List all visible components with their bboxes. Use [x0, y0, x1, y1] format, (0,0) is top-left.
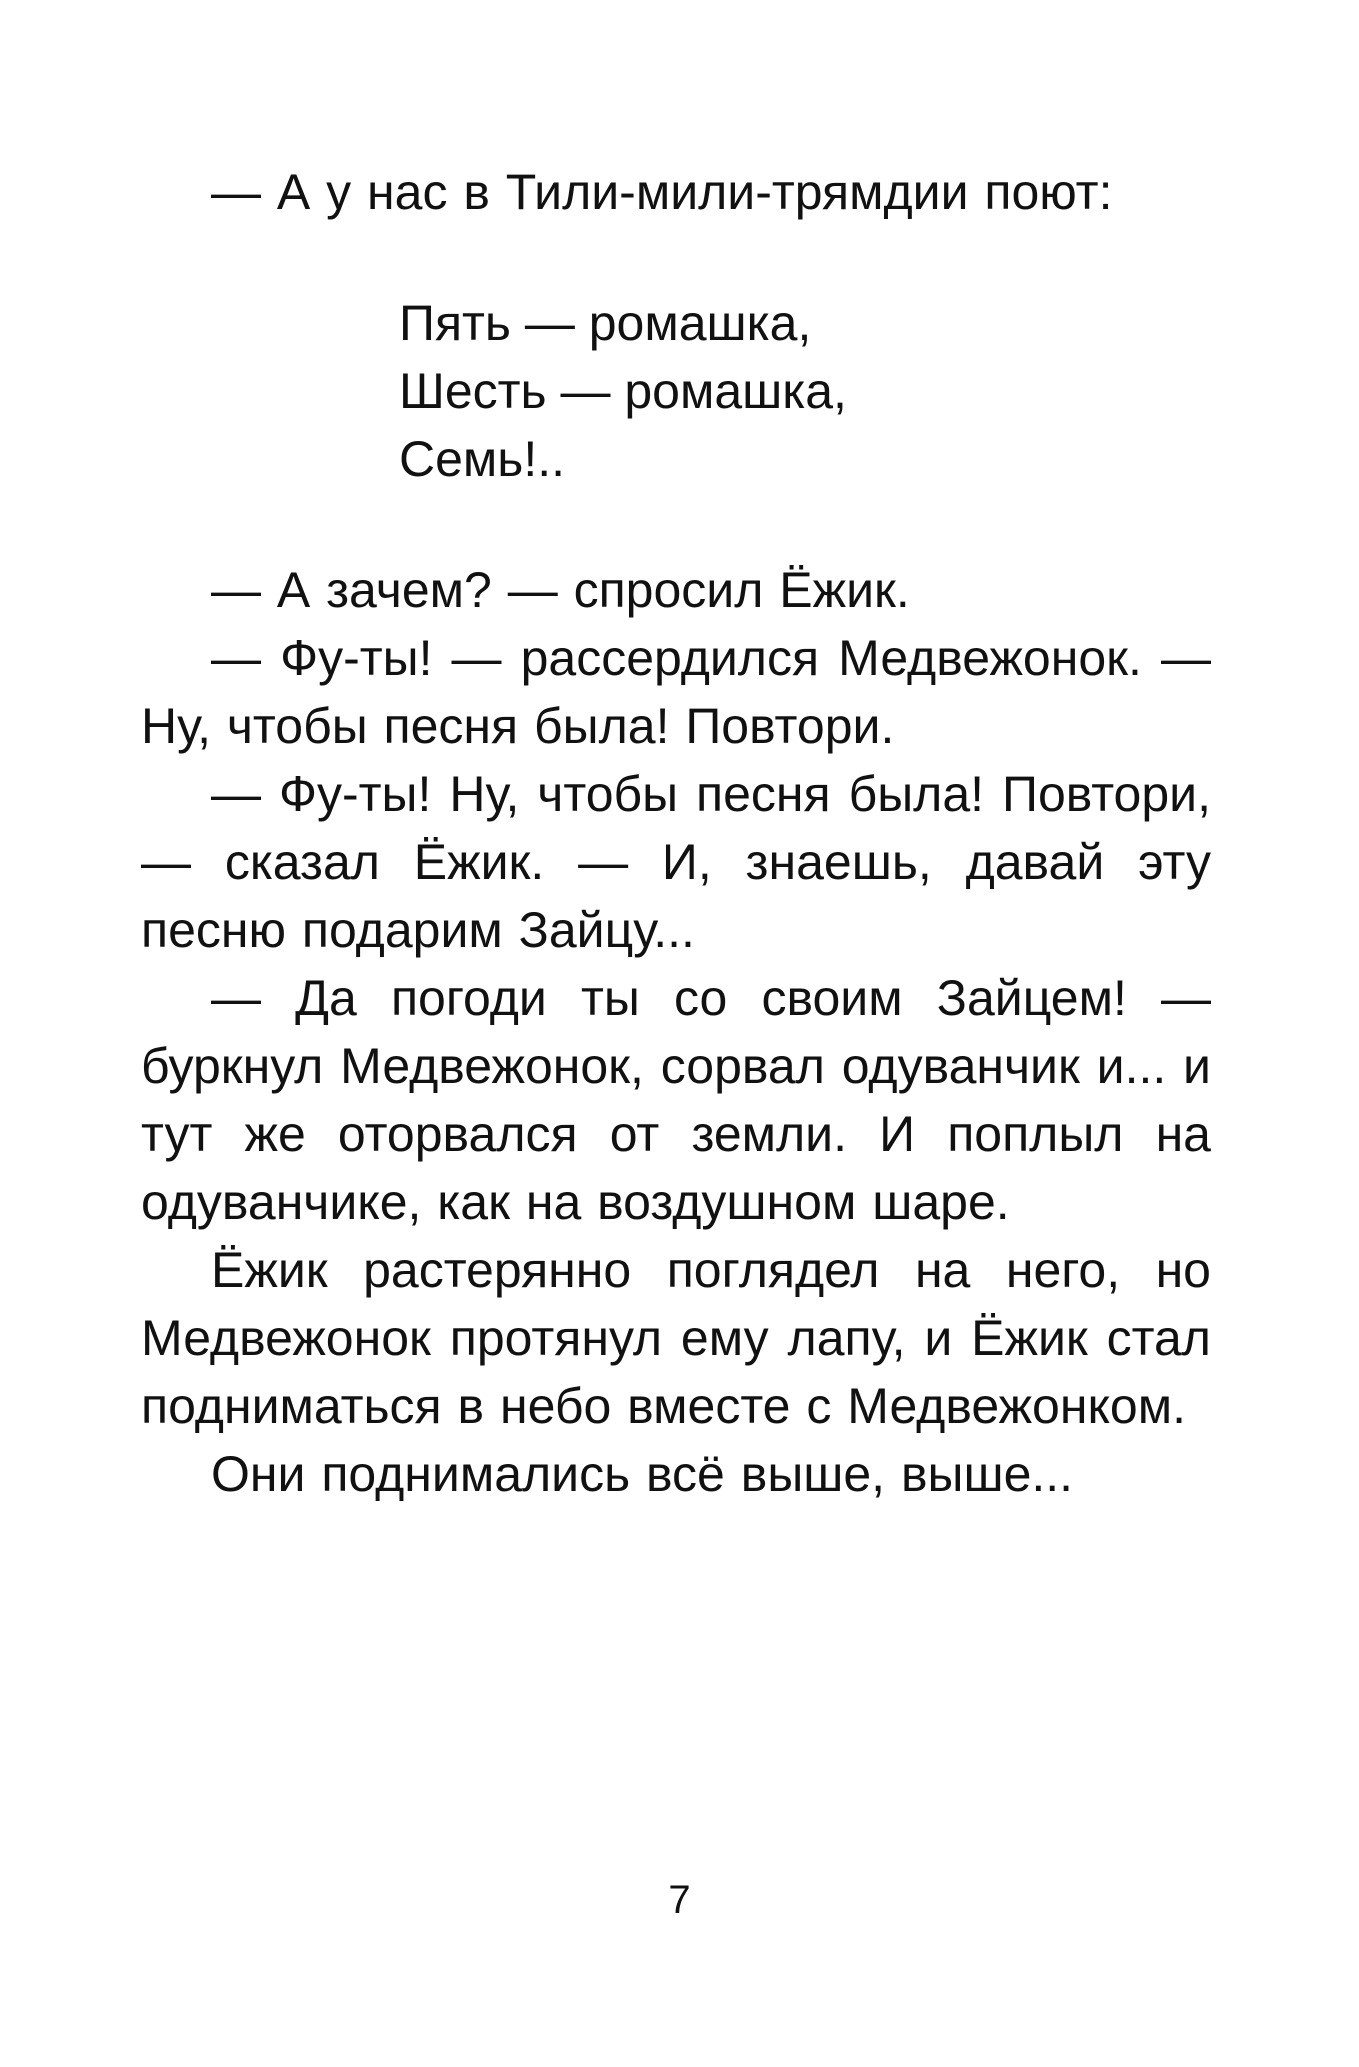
paragraph: — Фу-ты! Ну, чтобы песня была! Повтори, — сказал Ёжик. — И, знаешь, давай эту песню подарим Зайцу...: [141, 766, 1211, 958]
paragraph: — Фу-ты! — рассердился Медвежонок. — Ну, чтобы песня была! Повтори.: [141, 630, 1211, 754]
paragraph: — Да погоди ты со своим Зайцем! — буркнул Медвежонок, сорвал одуванчик и... и тут же оторвался от земли. И поплыл на одуванчике, как на воздушном шаре.: [141, 970, 1211, 1230]
page-number: 7: [668, 1878, 691, 1922]
paragraph: Ёжик растерянно поглядел на него, но Медвежонок протянул ему лапу, и Ёжик стал подниматься в небо вместе с Медвежонком.: [141, 1242, 1211, 1434]
poem-line: Пять — ромашка,: [399, 295, 812, 351]
paragraph: — А у нас в Тили-мили-трямдии поют:: [211, 164, 1113, 220]
poem-line: Шесть — ромашка,: [399, 363, 847, 419]
page-body: [141, 158, 1211, 1508]
paragraph: Они поднимались всё выше, выше...: [211, 1446, 1074, 1502]
poem-line: Семь!..: [399, 431, 566, 487]
poem-block: [399, 289, 1211, 493]
paragraph: — А зачем? — спросил Ёжик.: [211, 562, 910, 618]
